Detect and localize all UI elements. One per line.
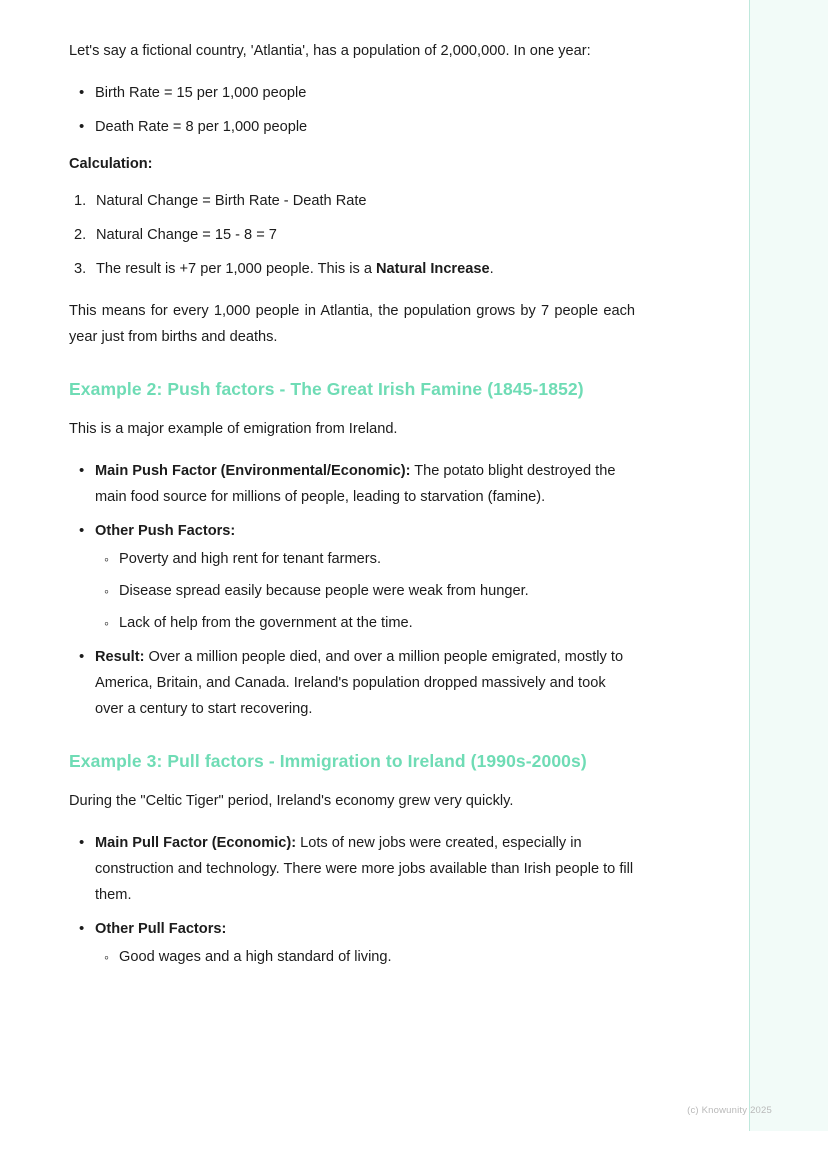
list-item: Natural Change = Birth Rate - Death Rate: [96, 193, 367, 209]
other-push-factors-list: [95, 546, 635, 636]
list-item: [95, 458, 635, 510]
step3-suffix: .: [489, 261, 494, 277]
list-item: [95, 916, 635, 970]
list-item: • Birth Rate = 15 per 1,000 people: [95, 80, 635, 106]
footer-credit: (c) Knowunity 2025: [687, 1105, 772, 1116]
calculation-steps-list: [69, 188, 635, 282]
rates-list: [69, 80, 635, 140]
result-text: Over a million people died, and over a million people emigrated, mostly to America, Britain, and Canada. Ireland's population dropped massively and took over a century to start recovering.: [95, 649, 624, 717]
list-item: ◦ Good wages and a high standard of living.: [119, 944, 635, 970]
main-pull-factor-text: Lots of new jobs were created, especially in construction and technology. There were more jobs available than Irish people to fill them.: [95, 835, 634, 903]
list-item: ◦ Disease spread easily because people were weak from hunger.: [119, 578, 635, 604]
list-item: [95, 518, 635, 636]
page-side-rail: [749, 0, 828, 1131]
step3-prefix: The result is +7 per 1,000 people. This is a: [96, 261, 377, 277]
result-label: Result:: [95, 649, 145, 665]
example-2-heading: Example 2: Push factors - The Great Irish Famine (1845-1852): [69, 379, 584, 399]
list-item: ◦ Poverty and high rent for tenant farmers.: [119, 546, 635, 572]
conclusion-paragraph: This means for every 1,000 people in Atlantia, the population grows by 7 people each year just from births and deaths.: [69, 303, 635, 345]
list-item: • Death Rate = 8 per 1,000 people: [95, 114, 635, 140]
calculation-label: Calculation:: [69, 156, 153, 172]
step3-bold: Natural Increase: [376, 261, 490, 277]
list-item: [95, 830, 635, 908]
example-2-intro: This is a major example of emigration from Ireland.: [69, 421, 398, 437]
list-item: ◦ Lack of help from the government at the time.: [119, 610, 635, 636]
example-3-list: [69, 830, 635, 970]
main-push-factor-label: Main Push Factor (Environmental/Economic):: [95, 463, 411, 479]
example-2-list: [69, 458, 635, 722]
other-pull-factors-label: Other Pull Factors:: [95, 921, 227, 937]
list-item: [95, 644, 635, 722]
other-pull-factors-list: [95, 944, 635, 970]
example-3-heading: Example 3: Pull factors - Immigration to Ireland (1990s-2000s): [69, 751, 587, 771]
main-push-factor-text: The potato blight destroyed the main food source for millions of people, leading to starvation (famine).: [95, 463, 616, 505]
intro-paragraph: Let's say a fictional country, 'Atlantia', has a population of 2,000,000. In one year:: [69, 43, 591, 59]
example-3-intro: During the "Celtic Tiger" period, Ireland's economy grew very quickly.: [69, 793, 514, 809]
list-item: Natural Change = 15 - 8 = 7: [96, 227, 277, 243]
list-item: [96, 256, 635, 282]
main-pull-factor-label: Main Pull Factor (Economic):: [95, 835, 297, 851]
other-push-factors-label: Other Push Factors:: [95, 523, 236, 539]
document-content: [69, 38, 635, 986]
